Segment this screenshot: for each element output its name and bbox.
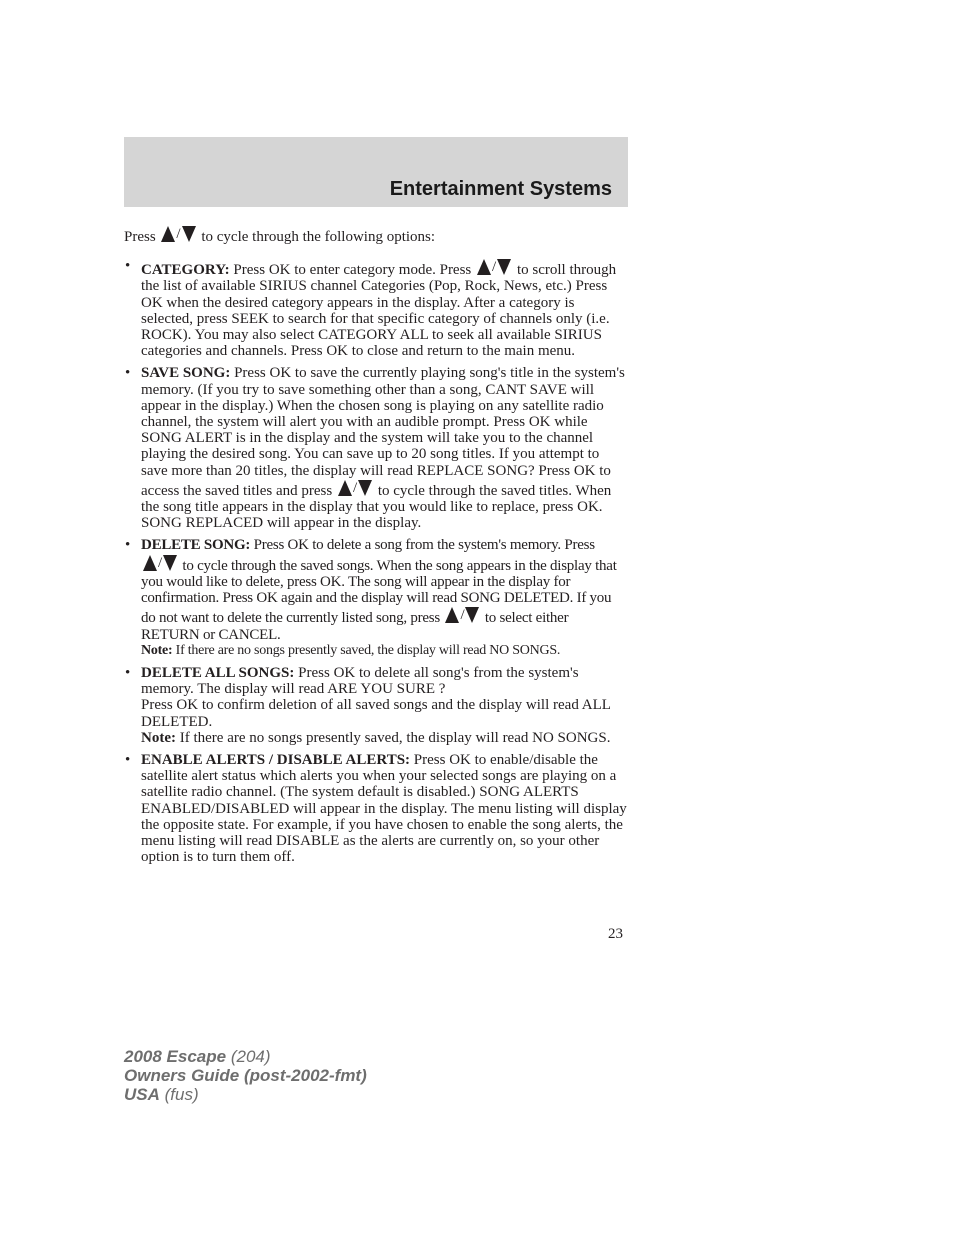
- option-text: Press OK to enable/disable the satellite alert status which alerts you when your selected songs are playing on a satellite radio channel. (The system default is disabled.) SONG ALERTS ENABLED/DISABLED will appear in the display. The menu listing will display the opposite state. For example, if you have chosen to enable the song alerts, the menu listing will read DISABLE as the alerts are currently on, so your other option is to turn them off.: [141, 752, 627, 866]
- option-label: ENABLE ALERTS / DISABLE ALERTS:: [141, 752, 411, 769]
- option-label: DELETE ALL SONGS:: [141, 665, 295, 682]
- section-title: Entertainment Systems: [389, 178, 612, 200]
- option-text-block: Press OK to confirm deletion of all saved songs and the display will read ALL DELETED.: [141, 697, 611, 730]
- option-text: to select either RETURN or CANCEL.: [141, 610, 569, 643]
- option-text: to scroll through the list of available SIRIUS channel Categories (Pop, Rock, News, etc.) Press OK when the desired category appears in the display. After a category is selected, press SEEK to search for that specific category of channels only (i.e. ROCK). You may also select CATEGORY ALL to seek all available SIRIUS categories and channels. Press OK to close and return to the main menu.: [141, 262, 617, 360]
- up-down-arrows: [477, 259, 511, 275]
- option-save-song: [124, 365, 629, 531]
- down-arrow-icon: [182, 226, 196, 242]
- option-text: Press OK to save the currently playing song's title in the system's memory. (If you try to save something other than a song, CANT SAVE will appear in the display.) When the chosen song is playing on any satellite radio channel, the system will alert you with an audible prompt. Press OK while SONG ALERT is in the display and the system will take you to the channel playing the desired song. You can save up to 20 song titles. If you attempt to save more than 20 titles, the display will read REPLACE SONG? Press OK to access the saved titles and press: [141, 365, 625, 499]
- up-down-arrows: [338, 480, 372, 496]
- arrow-separator: /: [352, 479, 358, 496]
- main-content: [124, 222, 629, 871]
- option-text: Press OK to delete a song from the system's memory. Press: [253, 537, 595, 554]
- arrow-separator: /: [158, 554, 162, 571]
- footer-model: 2008 Escape: [124, 1047, 227, 1066]
- option-text: Press OK to delete all song's from the system's memory. The display will read ARE YOU SURE ?: [141, 665, 579, 698]
- down-arrow-icon: [163, 555, 177, 571]
- up-down-arrows: [161, 223, 195, 245]
- footer-line-2: [124, 1066, 367, 1085]
- down-arrow-icon: [497, 259, 511, 275]
- footer-market: USA: [124, 1085, 160, 1104]
- note-label: Note:: [141, 642, 173, 658]
- options-list: [124, 258, 629, 865]
- intro-text-before: Press: [124, 229, 156, 245]
- note: [141, 730, 629, 746]
- footer-line-1: [124, 1047, 367, 1066]
- option-label: DELETE SONG:: [141, 537, 251, 554]
- document-footer: [124, 1047, 367, 1104]
- footer-model-code: (204): [230, 1047, 271, 1066]
- footer-line-3: [124, 1085, 367, 1104]
- option-delete-all-songs: [124, 665, 629, 746]
- option-text: to cycle through the saved songs. When the song appears in the display that you would like to delete, press OK. The song will appear in the display for confirmation. Press OK again and the display will read SONG DELETED. If you do not want to delete the currently listed song, press: [141, 557, 617, 627]
- page-number: 23: [608, 926, 623, 942]
- footer-guide: Owners Guide (post-2002-fmt): [124, 1066, 367, 1085]
- note-text: If there are no songs presently saved, the display will read NO SONGS.: [179, 729, 611, 746]
- note-text: If there are no songs presently saved, the display will read NO SONGS.: [175, 642, 561, 658]
- intro-paragraph: [124, 222, 629, 248]
- note-label: Note:: [141, 729, 176, 746]
- option-delete-song: [124, 537, 629, 659]
- up-arrow-icon: [338, 480, 352, 496]
- note: [141, 643, 629, 659]
- up-arrow-icon: [143, 555, 157, 571]
- option-category: [124, 258, 629, 359]
- up-down-arrows: [143, 555, 177, 571]
- up-arrow-icon: [477, 259, 491, 275]
- up-arrow-icon: [161, 226, 175, 242]
- option-text: Press OK to enter category mode. Press: [233, 262, 472, 279]
- arrow-separator: /: [492, 259, 497, 275]
- arrow-separator: /: [460, 607, 465, 624]
- down-arrow-icon: [465, 607, 479, 623]
- up-down-arrows: [445, 607, 479, 623]
- option-label: SAVE SONG:: [141, 365, 231, 382]
- section-header-band: [124, 137, 628, 207]
- option-text: to cycle through the saved titles. When the song title appears in the display that you would like to replace, press OK. SONG REPLACED will appear in the display.: [141, 482, 612, 532]
- footer-market-code: (fus): [164, 1085, 199, 1104]
- down-arrow-icon: [358, 480, 372, 496]
- up-arrow-icon: [445, 607, 459, 623]
- option-label: CATEGORY:: [141, 262, 230, 279]
- arrow-separator: /: [176, 226, 181, 242]
- option-enable-alerts: [124, 752, 629, 865]
- intro-text-after: to cycle through the following options:: [201, 229, 436, 245]
